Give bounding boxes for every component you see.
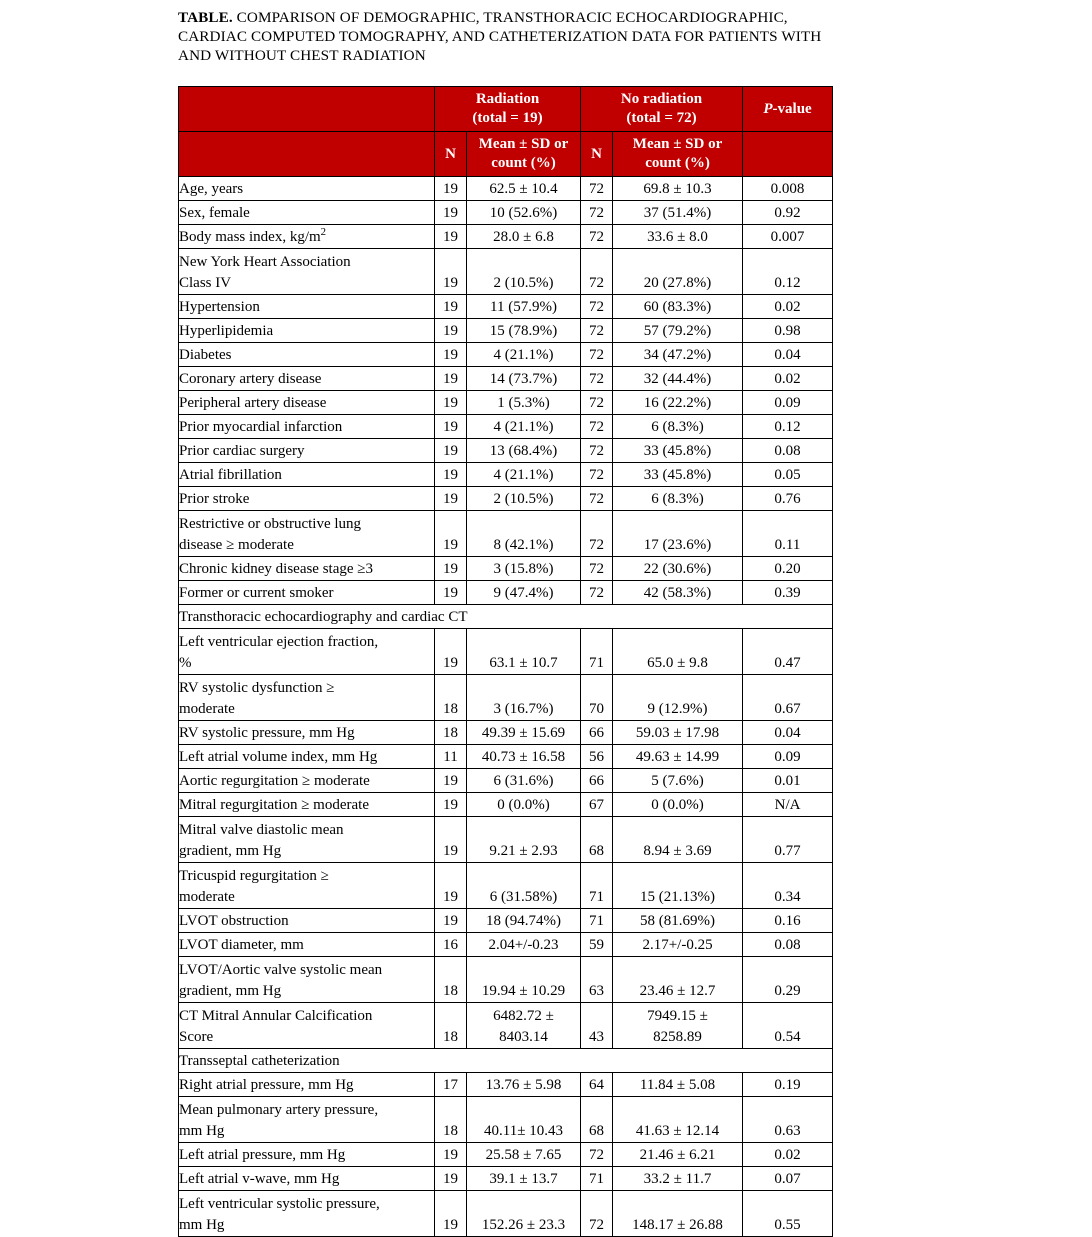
cell-mean-radiation: 3 (16.7%) — [467, 675, 581, 721]
cell-mean-radiation-line2: 8403.14 — [499, 1029, 548, 1045]
row-label-line2: moderate — [179, 889, 235, 905]
cell-pvalue: 0.08 — [743, 933, 833, 957]
cell-mean-radiation: 62.5 ± 10.4 — [467, 177, 581, 201]
cell-mean-no-radiation: 33.6 ± 8.0 — [613, 225, 743, 249]
row-label-line1: Restrictive or obstructive lung — [179, 516, 362, 532]
table-row — [179, 933, 833, 957]
cell-mean-no-radiation: 32 (44.4%) — [613, 367, 743, 391]
table-row — [179, 367, 833, 391]
row-label: Coronary artery disease — [179, 367, 435, 391]
table-body — [179, 177, 833, 1237]
row-label: Aortic regurgitation ≥ moderate — [179, 769, 435, 793]
cell-n-radiation: 16 — [435, 933, 467, 957]
cell-n-radiation: 18 — [435, 957, 467, 1003]
cell-n-radiation: 19 — [435, 319, 467, 343]
caption-label: TABLE. — [178, 9, 233, 26]
table-row — [179, 863, 833, 909]
cell-mean-radiation: 4 (21.1%) — [467, 415, 581, 439]
cell-mean-radiation: 28.0 ± 6.8 — [467, 225, 581, 249]
table-row — [179, 957, 833, 1003]
table-container — [178, 86, 832, 1237]
cell-mean-no-radiation: 65.0 ± 9.8 — [613, 629, 743, 675]
cell-n-radiation: 17 — [435, 1073, 467, 1097]
cell-n-no-radiation: 72 — [581, 391, 613, 415]
row-label-line2: % — [179, 655, 192, 671]
cell-n-no-radiation: 72 — [581, 177, 613, 201]
table-row — [179, 769, 833, 793]
row-label: Age, years — [179, 177, 435, 201]
cell-mean-no-radiation: 15 (21.13%) — [613, 863, 743, 909]
cell-pvalue: 0.04 — [743, 721, 833, 745]
cell-pvalue: 0.34 — [743, 863, 833, 909]
cell-n-radiation: 11 — [435, 745, 467, 769]
row-label — [179, 225, 435, 249]
cell-n-no-radiation: 71 — [581, 629, 613, 675]
cell-n-radiation: 19 — [435, 415, 467, 439]
cell-mean-radiation: 10 (52.6%) — [467, 201, 581, 225]
cell-mean-radiation: 6 (31.6%) — [467, 769, 581, 793]
cell-mean-radiation: 19.94 ± 10.29 — [467, 957, 581, 1003]
cell-n-no-radiation: 72 — [581, 557, 613, 581]
cell-mean-no-radiation-line1: 7949.15 ± — [647, 1008, 708, 1024]
cell-mean-radiation: 25.58 ± 7.65 — [467, 1143, 581, 1167]
header-pvalue — [743, 87, 833, 132]
cell-mean-no-radiation: 33.2 ± 11.7 — [613, 1167, 743, 1191]
cell-mean-no-radiation: 17 (23.6%) — [613, 511, 743, 557]
table-row — [179, 1143, 833, 1167]
cell-n-no-radiation: 72 — [581, 581, 613, 605]
cell-n-no-radiation: 67 — [581, 793, 613, 817]
table-row — [179, 511, 833, 557]
row-label: Former or current smoker — [179, 581, 435, 605]
table-header — [179, 87, 833, 177]
cell-n-no-radiation: 68 — [581, 1097, 613, 1143]
table-row — [179, 487, 833, 511]
cell-n-no-radiation: 72 — [581, 295, 613, 319]
cell-n-no-radiation: 59 — [581, 933, 613, 957]
cell-pvalue: 0.47 — [743, 629, 833, 675]
row-label: Prior stroke — [179, 487, 435, 511]
row-label: Diabetes — [179, 343, 435, 367]
row-label — [179, 1191, 435, 1237]
cell-pvalue: 0.12 — [743, 249, 833, 295]
cell-n-radiation: 19 — [435, 391, 467, 415]
cell-pvalue: 0.02 — [743, 367, 833, 391]
cell-pvalue: 0.55 — [743, 1191, 833, 1237]
row-label — [179, 817, 435, 863]
cell-mean-radiation: 11 (57.9%) — [467, 295, 581, 319]
cell-n-no-radiation: 72 — [581, 249, 613, 295]
table-section-row — [179, 605, 833, 629]
cell-pvalue: 0.20 — [743, 557, 833, 581]
table-header-sub-row — [179, 132, 833, 177]
row-label — [179, 511, 435, 557]
cell-mean-no-radiation: 8.94 ± 3.69 — [613, 817, 743, 863]
cell-n-no-radiation: 71 — [581, 909, 613, 933]
cell-mean-no-radiation: 22 (30.6%) — [613, 557, 743, 581]
cell-mean-radiation: 9.21 ± 2.93 — [467, 817, 581, 863]
cell-mean-radiation: 6 (31.58%) — [467, 863, 581, 909]
table-row — [179, 675, 833, 721]
cell-mean-radiation: 4 (21.1%) — [467, 343, 581, 367]
cell-pvalue: 0.008 — [743, 177, 833, 201]
header-sub-n-radiation: N — [435, 132, 467, 177]
cell-pvalue: 0.54 — [743, 1003, 833, 1049]
cell-n-no-radiation: 66 — [581, 769, 613, 793]
cell-mean-radiation: 40.73 ± 16.58 — [467, 745, 581, 769]
cell-mean-no-radiation: 69.8 ± 10.3 — [613, 177, 743, 201]
row-label-line1: Left ventricular systolic pressure, — [179, 1196, 380, 1212]
cell-n-radiation: 19 — [435, 769, 467, 793]
header-sub-blank-cell — [179, 132, 435, 177]
cell-n-no-radiation: 63 — [581, 957, 613, 1003]
cell-n-no-radiation: 72 — [581, 343, 613, 367]
cell-mean-no-radiation: 34 (47.2%) — [613, 343, 743, 367]
cell-pvalue: 0.76 — [743, 487, 833, 511]
row-label-line2: mm Hg — [179, 1217, 225, 1233]
table-row — [179, 1073, 833, 1097]
cell-n-radiation: 19 — [435, 487, 467, 511]
cell-n-no-radiation: 72 — [581, 367, 613, 391]
row-label: Left atrial v-wave, mm Hg — [179, 1167, 435, 1191]
cell-pvalue: 0.63 — [743, 1097, 833, 1143]
cell-n-radiation: 19 — [435, 793, 467, 817]
cell-n-no-radiation: 43 — [581, 1003, 613, 1049]
cell-mean-radiation: 3 (15.8%) — [467, 557, 581, 581]
cell-mean-no-radiation: 58 (81.69%) — [613, 909, 743, 933]
cell-n-radiation: 19 — [435, 249, 467, 295]
row-label: Prior cardiac surgery — [179, 439, 435, 463]
header-sub-mean-no-radiation — [613, 132, 743, 177]
cell-mean-no-radiation: 57 (79.2%) — [613, 319, 743, 343]
row-label: Left atrial volume index, mm Hg — [179, 745, 435, 769]
header-group-no-radiation-line2: (total = 72) — [626, 110, 697, 126]
section-header-label: Transseptal catheterization — [179, 1049, 833, 1073]
cell-n-no-radiation: 72 — [581, 511, 613, 557]
cell-pvalue: 0.07 — [743, 1167, 833, 1191]
cell-mean-radiation-line1: 6482.72 ± — [493, 1008, 554, 1024]
cell-pvalue: 0.007 — [743, 225, 833, 249]
header-sub-mean-radiation — [467, 132, 581, 177]
row-label-line2: Class IV — [179, 275, 232, 291]
header-pvalue-rest: -value — [772, 100, 812, 117]
cell-n-radiation: 19 — [435, 863, 467, 909]
cell-pvalue: 0.19 — [743, 1073, 833, 1097]
cell-mean-radiation — [467, 1003, 581, 1049]
cell-mean-no-radiation: 37 (51.4%) — [613, 201, 743, 225]
row-label: Chronic kidney disease stage ≥3 — [179, 557, 435, 581]
row-label-line1: New York Heart Association — [179, 254, 351, 270]
row-label-line1: Left ventricular ejection fraction, — [179, 634, 379, 650]
cell-mean-no-radiation: 9 (12.9%) — [613, 675, 743, 721]
header-sub-mean-radiation-line2: count (%) — [491, 155, 556, 171]
cell-n-no-radiation: 72 — [581, 225, 613, 249]
header-group-radiation — [435, 87, 581, 132]
cell-mean-no-radiation: 20 (27.8%) — [613, 249, 743, 295]
table-row — [179, 201, 833, 225]
cell-mean-no-radiation: 60 (83.3%) — [613, 295, 743, 319]
table-row — [179, 629, 833, 675]
table-row — [179, 817, 833, 863]
table-row — [179, 343, 833, 367]
cell-n-radiation: 19 — [435, 909, 467, 933]
cell-n-radiation: 19 — [435, 557, 467, 581]
cell-n-no-radiation: 56 — [581, 745, 613, 769]
cell-pvalue: 0.09 — [743, 745, 833, 769]
cell-n-no-radiation: 66 — [581, 721, 613, 745]
cell-n-no-radiation: 72 — [581, 1191, 613, 1237]
cell-n-radiation: 19 — [435, 629, 467, 675]
header-sub-mean-no-radiation-line1: Mean ± SD or — [632, 136, 723, 152]
row-label: Hypertension — [179, 295, 435, 319]
cell-pvalue: 0.92 — [743, 201, 833, 225]
row-label-line2: disease ≥ moderate — [179, 537, 294, 553]
cell-mean-radiation: 13 (68.4%) — [467, 439, 581, 463]
row-label-line1: Mean pulmonary artery pressure, — [179, 1102, 379, 1118]
cell-mean-no-radiation: 59.03 ± 17.98 — [613, 721, 743, 745]
cell-n-radiation: 19 — [435, 225, 467, 249]
cell-mean-radiation: 63.1 ± 10.7 — [467, 629, 581, 675]
cell-n-no-radiation: 72 — [581, 439, 613, 463]
cell-mean-radiation: 39.1 ± 13.7 — [467, 1167, 581, 1191]
cell-mean-no-radiation: 33 (45.8%) — [613, 463, 743, 487]
table-row — [179, 319, 833, 343]
row-label — [179, 249, 435, 295]
cell-n-radiation: 19 — [435, 295, 467, 319]
table-section-row — [179, 1049, 833, 1073]
cell-n-radiation: 19 — [435, 1143, 467, 1167]
cell-mean-radiation: 2 (10.5%) — [467, 249, 581, 295]
row-label-line1: Mitral valve diastolic mean — [179, 822, 344, 838]
cell-pvalue: 0.05 — [743, 463, 833, 487]
table-row — [179, 721, 833, 745]
row-label: Sex, female — [179, 201, 435, 225]
cell-mean-no-radiation: 33 (45.8%) — [613, 439, 743, 463]
cell-n-radiation: 19 — [435, 1167, 467, 1191]
cell-pvalue: 0.77 — [743, 817, 833, 863]
row-label: Right atrial pressure, mm Hg — [179, 1073, 435, 1097]
cell-n-radiation: 19 — [435, 343, 467, 367]
comparison-table — [178, 86, 833, 1237]
row-label: Left atrial pressure, mm Hg — [179, 1143, 435, 1167]
cell-n-radiation: 18 — [435, 1097, 467, 1143]
cell-mean-no-radiation: 49.63 ± 14.99 — [613, 745, 743, 769]
cell-mean-no-radiation: 5 (7.6%) — [613, 769, 743, 793]
table-row — [179, 439, 833, 463]
cell-pvalue: 0.08 — [743, 439, 833, 463]
row-label-line2: moderate — [179, 701, 235, 717]
row-label-line1: CT Mitral Annular Calcification — [179, 1008, 373, 1024]
header-group-no-radiation-line1: No radiation — [620, 91, 703, 107]
row-label: Atrial fibrillation — [179, 463, 435, 487]
caption-text: COMPARISON OF DEMOGRAPHIC, TRANSTHORACIC ECHOCARDIOGRAPHIC, CARDIAC COMPUTED TOMOGRAPHY, AND CATHETERIZATION DATA FOR PATIENTS WITH AND WITHOUT CHEST RADIATION — [178, 9, 822, 65]
table-row — [179, 909, 833, 933]
row-label: Prior myocardial infarction — [179, 415, 435, 439]
table-row — [179, 793, 833, 817]
cell-mean-radiation: 8 (42.1%) — [467, 511, 581, 557]
row-label: LVOT diameter, mm — [179, 933, 435, 957]
cell-n-no-radiation: 72 — [581, 319, 613, 343]
table-row — [179, 1003, 833, 1049]
row-label — [179, 863, 435, 909]
cell-mean-radiation: 2 (10.5%) — [467, 487, 581, 511]
row-label: Mitral regurgitation ≥ moderate — [179, 793, 435, 817]
header-blank-cell — [179, 87, 435, 132]
cell-pvalue: 0.11 — [743, 511, 833, 557]
cell-n-radiation: 19 — [435, 367, 467, 391]
table-row — [179, 463, 833, 487]
table-row — [179, 557, 833, 581]
row-label-line2: Score — [179, 1029, 214, 1045]
table-caption — [178, 8, 830, 66]
row-label — [179, 957, 435, 1003]
cell-n-radiation: 18 — [435, 675, 467, 721]
cell-n-no-radiation: 72 — [581, 415, 613, 439]
row-label-line1: Tricuspid regurgitation ≥ — [179, 868, 329, 884]
cell-n-radiation: 19 — [435, 439, 467, 463]
row-label-line1: LVOT/Aortic valve systolic mean — [179, 962, 383, 978]
cell-mean-radiation: 1 (5.3%) — [467, 391, 581, 415]
cell-n-no-radiation: 72 — [581, 1143, 613, 1167]
cell-mean-no-radiation: 6 (8.3%) — [613, 415, 743, 439]
cell-pvalue: 0.02 — [743, 295, 833, 319]
row-label: Hyperlipidemia — [179, 319, 435, 343]
cell-mean-radiation: 18 (94.74%) — [467, 909, 581, 933]
table-row — [179, 415, 833, 439]
table-row — [179, 177, 833, 201]
cell-n-no-radiation: 71 — [581, 1167, 613, 1191]
table-row — [179, 581, 833, 605]
header-sub-n-no-radiation: N — [581, 132, 613, 177]
row-label-line2: gradient, mm Hg — [179, 983, 282, 999]
header-group-no-radiation — [581, 87, 743, 132]
row-label — [179, 629, 435, 675]
cell-pvalue: 0.09 — [743, 391, 833, 415]
cell-n-radiation: 19 — [435, 817, 467, 863]
cell-n-no-radiation: 72 — [581, 487, 613, 511]
cell-mean-radiation: 14 (73.7%) — [467, 367, 581, 391]
row-label: RV systolic pressure, mm Hg — [179, 721, 435, 745]
cell-n-radiation: 19 — [435, 201, 467, 225]
table-row — [179, 249, 833, 295]
row-label-line2: gradient, mm Hg — [179, 843, 282, 859]
cell-n-radiation: 19 — [435, 463, 467, 487]
cell-mean-radiation: 4 (21.1%) — [467, 463, 581, 487]
cell-pvalue: 0.29 — [743, 957, 833, 1003]
cell-pvalue: 0.16 — [743, 909, 833, 933]
cell-n-no-radiation: 68 — [581, 817, 613, 863]
cell-mean-radiation: 15 (78.9%) — [467, 319, 581, 343]
row-label — [179, 675, 435, 721]
row-label — [179, 1097, 435, 1143]
row-label-text: Body mass index, kg/m — [179, 229, 321, 245]
cell-pvalue: 0.01 — [743, 769, 833, 793]
cell-n-no-radiation: 70 — [581, 675, 613, 721]
header-sub-mean-radiation-line1: Mean ± SD or — [478, 136, 569, 152]
cell-mean-radiation: 40.11± 10.43 — [467, 1097, 581, 1143]
cell-mean-radiation: 49.39 ± 15.69 — [467, 721, 581, 745]
cell-n-no-radiation: 72 — [581, 201, 613, 225]
header-sub-pvalue-blank — [743, 132, 833, 177]
cell-n-radiation: 19 — [435, 511, 467, 557]
cell-n-no-radiation: 71 — [581, 863, 613, 909]
header-group-radiation-line2: (total = 19) — [472, 110, 543, 126]
table-row — [179, 295, 833, 319]
row-label-line2: mm Hg — [179, 1123, 225, 1139]
cell-mean-radiation: 13.76 ± 5.98 — [467, 1073, 581, 1097]
cell-pvalue: 0.02 — [743, 1143, 833, 1167]
cell-mean-no-radiation: 42 (58.3%) — [613, 581, 743, 605]
cell-mean-radiation: 0 (0.0%) — [467, 793, 581, 817]
row-label — [179, 1003, 435, 1049]
cell-mean-no-radiation: 6 (8.3%) — [613, 487, 743, 511]
section-header-label: Transthoracic echocardiography and cardiac CT — [179, 605, 833, 629]
table-row — [179, 1191, 833, 1237]
cell-mean-no-radiation: 16 (22.2%) — [613, 391, 743, 415]
table-row — [179, 391, 833, 415]
cell-pvalue: 0.98 — [743, 319, 833, 343]
row-label-superscript: 2 — [320, 226, 327, 238]
cell-n-no-radiation: 72 — [581, 463, 613, 487]
cell-mean-no-radiation: 148.17 ± 26.88 — [613, 1191, 743, 1237]
cell-mean-no-radiation: 23.46 ± 12.7 — [613, 957, 743, 1003]
header-sub-mean-no-radiation-line2: count (%) — [645, 155, 710, 171]
header-pvalue-italic: P — [763, 100, 773, 117]
cell-pvalue: N/A — [743, 793, 833, 817]
cell-mean-radiation: 9 (47.4%) — [467, 581, 581, 605]
table-row — [179, 225, 833, 249]
cell-mean-no-radiation: 21.46 ± 6.21 — [613, 1143, 743, 1167]
table-header-group-row — [179, 87, 833, 132]
cell-mean-radiation: 152.26 ± 23.3 — [467, 1191, 581, 1237]
table-row — [179, 745, 833, 769]
cell-mean-no-radiation: 11.84 ± 5.08 — [613, 1073, 743, 1097]
cell-n-radiation: 18 — [435, 721, 467, 745]
cell-mean-no-radiation: 2.17+/-0.25 — [613, 933, 743, 957]
cell-n-radiation: 19 — [435, 177, 467, 201]
row-label: Peripheral artery disease — [179, 391, 435, 415]
table-row — [179, 1097, 833, 1143]
cell-n-no-radiation: 64 — [581, 1073, 613, 1097]
cell-pvalue: 0.67 — [743, 675, 833, 721]
cell-mean-no-radiation — [613, 1003, 743, 1049]
cell-mean-no-radiation-line2: 8258.89 — [653, 1029, 702, 1045]
cell-n-radiation: 19 — [435, 1191, 467, 1237]
cell-pvalue: 0.12 — [743, 415, 833, 439]
cell-mean-no-radiation: 41.63 ± 12.14 — [613, 1097, 743, 1143]
table-row — [179, 1167, 833, 1191]
row-label-line1: RV systolic dysfunction ≥ — [179, 680, 335, 696]
cell-mean-radiation: 2.04+/-0.23 — [467, 933, 581, 957]
cell-pvalue: 0.04 — [743, 343, 833, 367]
header-group-radiation-line1: Radiation — [475, 91, 540, 107]
cell-mean-no-radiation: 0 (0.0%) — [613, 793, 743, 817]
cell-n-radiation: 19 — [435, 581, 467, 605]
cell-n-radiation: 18 — [435, 1003, 467, 1049]
cell-pvalue: 0.39 — [743, 581, 833, 605]
row-label: LVOT obstruction — [179, 909, 435, 933]
